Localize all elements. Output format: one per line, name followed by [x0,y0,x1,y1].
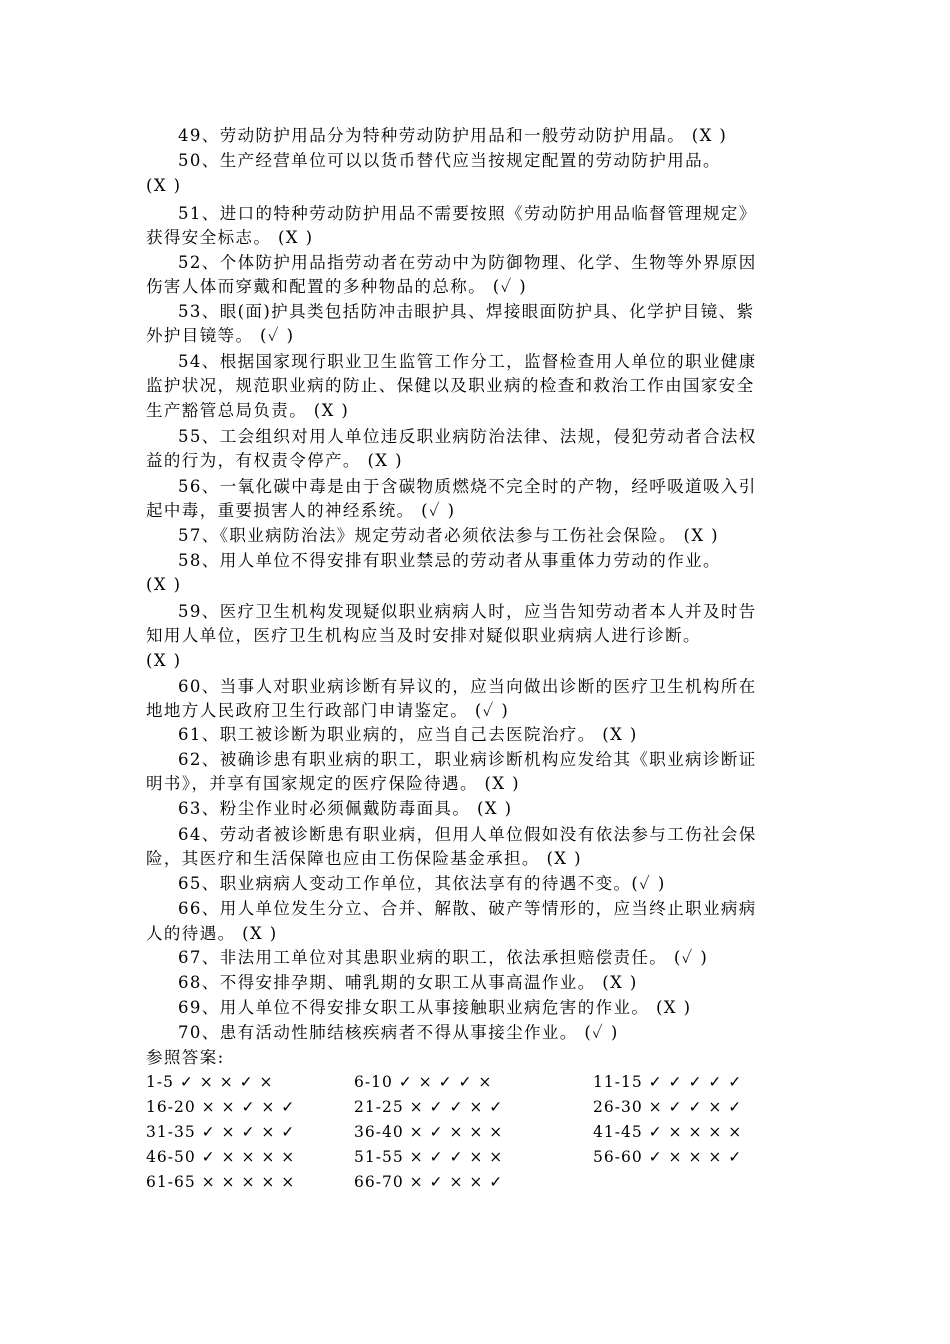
answer-cell: 1-5 ✓ × × ✓ × [146,1073,274,1091]
question-line: 63、粉尘作业时必须佩戴防毒面具。 (X ) [178,799,513,818]
answer-cell: 11-15 ✓ ✓ ✓ ✓ ✓ [593,1073,743,1091]
answer-cell: 31-35 ✓ × ✓ × ✓ [146,1123,296,1141]
question-line: 起中毒，重要损害人的神经系统。 (✓ ) [146,501,456,520]
answer-cell: 51-55 × ✓ ✓ × × [354,1148,504,1166]
question-line: 53、眼(面)护具类包括防冲击眼护具、焊接眼面防护具、化学护目镜、紫 [178,302,755,321]
question-line: 52、个体防护用品指劳动者在劳动中为防御物理、化学、生物等外界原因 [178,253,757,272]
question-line: 人的待遇。 (X ) [146,924,278,943]
answer-cell: 61-65 × × × × × [146,1173,296,1191]
question-line: 外护目镜等。 (✓ ) [146,326,295,345]
answer-cell: 6-10 ✓ × ✓ ✓ × [354,1073,493,1091]
question-line: 61、职工被诊断为职业病的，应当自己去医院治疗。 (X ) [178,725,638,744]
question-line: 知用人单位，医疗卫生机构应当及时安排对疑似职业病病人进行诊断。 [146,626,701,645]
question-line: 54、根据国家现行职业卫生监管工作分工，监督检查用人单位的职业健康 [178,352,757,371]
question-line: 65、职业病病人变动工作单位，其依法享有的待遇不变。(✓ ) [178,874,666,893]
question-line: 49、劳动防护用品分为特种劳动防护用品和一般劳动防护用晶。 (X ) [178,126,728,145]
answer-cell: 56-60 ✓ × × × ✓ [593,1148,743,1166]
answer-cell: 66-70 × ✓ × × ✓ [354,1173,504,1191]
question-line: 明书》，并享有国家规定的医疗保险待遇。 (X ) [146,774,520,793]
question-line: (X ) [146,176,182,195]
answer-cell: 26-30 × ✓ ✓ × ✓ [593,1098,743,1116]
question-line: 60、当事人对职业病诊断有异议的，应当向做出诊断的医疗卫生机构所在 [178,677,757,696]
question-line: 地地方人民政府卫生行政部门申请鉴定。 (✓ ) [146,701,510,720]
question-line: 获得安全标志。 (X ) [146,228,314,247]
answer-cell: 36-40 × ✓ × × × [354,1123,504,1141]
question-line: 险，其医疗和生活保障也应由工伤保险基金承担。 (X ) [146,849,582,868]
question-line: 57、《职业病防治法》规定劳动者必须依法参与工伤社会保险。 (X ) [178,526,719,545]
question-line: (X ) [146,575,182,594]
question-line: 伤害人体而穿戴和配置的多种物品的总称。 (✓ ) [146,277,528,296]
question-line: 51、进口的特种劳动防护用品不需要按照《劳动防护用品临督管理规定》 [178,204,757,223]
question-line: 62、被确诊患有职业病的职工，职业病诊断机构应发给其《职业病诊断证 [178,750,757,769]
answer-cell: 41-45 ✓ × × × × [593,1123,743,1141]
question-line: 59、医疗卫生机构发现疑似职业病病人时，应当告知劳动者本人并及时告 [178,602,757,621]
question-line: 生产豁管总局负责。 (X ) [146,401,350,420]
question-line: 监护状况，规范职业病的防止、保健以及职业病的检查和救治工作由国家安全 [146,376,755,395]
question-line: 68、不得安排孕期、哺乳期的女职工从事高温作业。 (X ) [178,973,638,992]
question-line: 70、患有活动性肺结核疾病者不得从事接尘作业。 (✓ ) [178,1023,619,1042]
question-line: 69、用人单位不得安排女职工从事接触职业病危害的作业。 (X ) [178,998,692,1017]
question-line: 66、用人单位发生分立、合并、解散、破产等情形的，应当终止职业病病 [178,899,757,918]
question-line: 50、生产经营单位可以以货币替代应当按规定配置的劳动防护用品。 [178,151,721,170]
question-line: 55、工会组织对用人单位违反职业病防治法律、法规，侵犯劳动者合法权 [178,427,757,446]
answers-heading: 参照答案: [146,1048,225,1067]
answer-cell: 21-25 × ✓ ✓ × ✓ [354,1098,504,1116]
question-line: 益的行为，有权责令停产。 (X ) [146,451,403,470]
answer-cell: 46-50 ✓ × × × × [146,1148,296,1166]
answer-cell: 16-20 × × ✓ × ✓ [146,1098,296,1116]
question-line: 58、用人单位不得安排有职业禁忌的劳动者从事重体力劳动的作业。 [178,551,721,570]
question-line: (X ) [146,651,182,670]
question-line: 67、非法用工单位对其患职业病的职工，依法承担赔偿责任。 (✓ ) [178,948,709,967]
question-line: 64、劳动者被诊断患有职业病，但用人单位假如没有依法参与工伤社会保 [178,825,757,844]
question-line: 56、一氧化碳中毒是由于含碳物质燃烧不完全时的产物，经呼吸道吸入引 [178,477,757,496]
